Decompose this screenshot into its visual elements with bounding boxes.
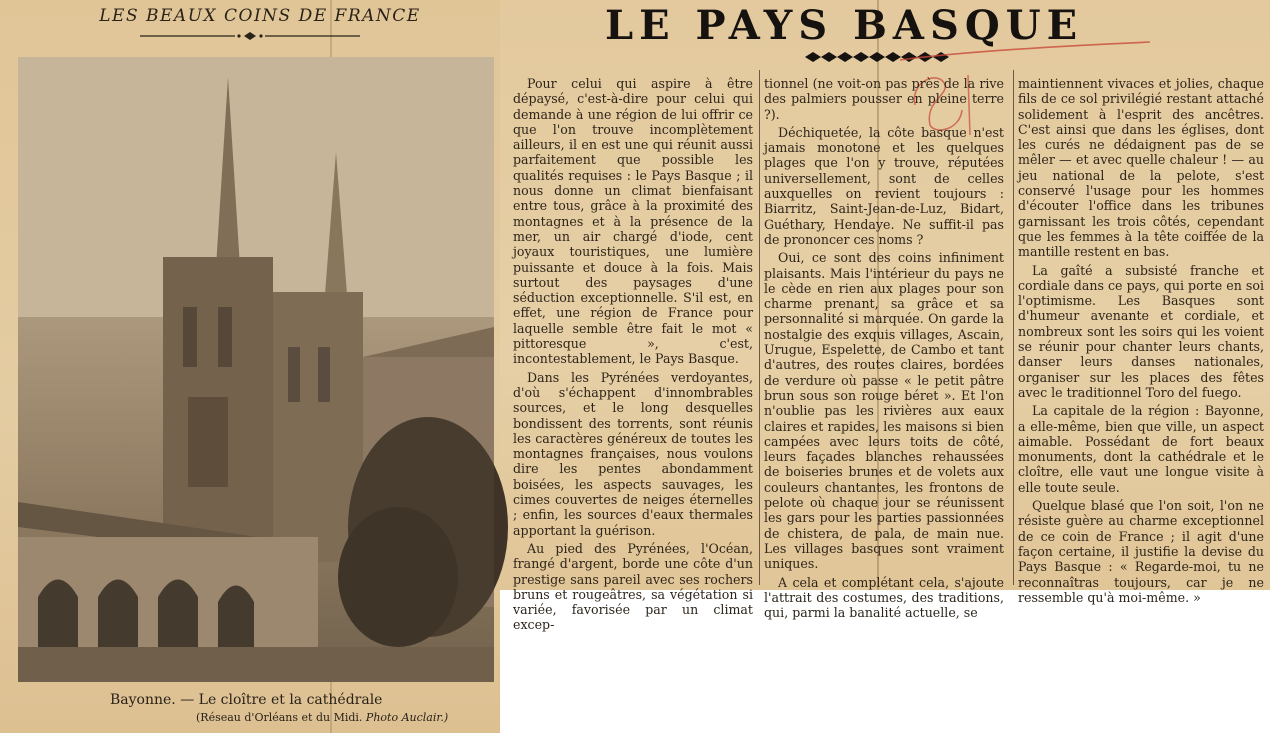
photo-credit (196, 711, 448, 724)
article-title: LE PAYS BASQUE (605, 2, 1084, 49)
photo-credit-photographer: Photo Auclair.) (365, 711, 449, 724)
paragraph: Déchiquetée, la côte basque n'est jamais monotone et les quelques plages que l'on y trouve, réputées universellement, sont de celles auxquelles on revient toujours : Biarritz, Saint-Jean-de-Luz, Bidart, Guéthary, Hendaye. Ne suffit-il pas de prononcer ces noms ? (764, 124, 1004, 247)
column-rule (759, 70, 760, 585)
paragraph: tionnel (ne voit-on pas près de la rive des palmiers pousser en pleine terre ?). (764, 76, 1004, 122)
column-3-clip (1018, 76, 1266, 605)
column-1-clip (513, 76, 753, 633)
paragraph: Quelque blasé que l'on soit, l'on ne résiste guère au charme exceptionnel de ce coin de France ; il agit d'une façon certaine, il justifie la devise du Pays Basque : « Regarde-moi, tu ne reconnaîtras toujours, car je ne ressemble qu'à moi-même. » (1018, 498, 1264, 605)
paragraph: La capitale de la région : Bayonne, a elle-même, bien que ville, un aspect aimable. Possédant de fort beaux monuments, dont la cathédrale et le cloître, elle vaut une longue visite à elle toute seule. (1018, 403, 1264, 495)
cathedral-photo (18, 57, 494, 682)
photo-caption: Bayonne. — Le cloître et la cathédrale (110, 692, 383, 708)
column-rule (1013, 70, 1014, 585)
paragraph: maintiennent vivaces et jolies, chaque fils de ce sol privilégié restant attaché solidement à l'esprit des ancêtres. C'est ainsi que dans les églises, dont les curés ne dédaignent pas de se mêler — et avec quelle chaleur ! — au jeu national de la pelote, s'est conservé l'usage pour les hommes d'écouter l'office dans les tribunes garnissant les trois côtés, cependant que les femmes à la tête coiffée de la mantille restent en bas. (1018, 76, 1264, 260)
photo-credit-source: (Réseau d'Orléans et du Midi. (196, 711, 363, 724)
article-column-1 (513, 76, 753, 636)
paragraph: Dans les Pyrénées verdoyantes, d'où s'échappent d'innombrables sources, et le long desquelles bondissent des torrents, sont réunis les caractères généreux de toutes les montagnes françaises, nous voulons dire les pentes abondamment boisées, les aspects sauvages, les cimes couvertes de neiges éternelles ; enfin, les sources d'eaux thermales apportant la guérison. (513, 369, 753, 538)
header-ornament (140, 32, 360, 40)
paragraph: Au pied des Pyrénées, l'Océan, frangé d'argent, borde une côte d'un prestige sans pareil avec ses rochers bruns et rougeâtres, sa végétation si variée, favorisée par un climat excep- (513, 540, 753, 633)
paragraph: Pour celui qui aspire à être dépaysé, c'est-à-dire pour celui qui demande à une région de lui offrir ce que l'on trouve incomplètement ailleurs, il en est une qui réunit aussi parfaitement que possible les qualités requises : le Pays Basque ; il nous donne un climat bienfaisant entre tous, grâce à la proximité des montagnes et à la présence de la mer, un air chargé d'iode, cent joyaux touristiques, une lumière puissante et douce à la fois. Mais surtout des paysages d'une séduction exceptionnelle. S'il est, en effet, une région de France pour laquelle semble être fait le mot « pittoresque », c'est, incontestablement, le Pays Basque. (513, 76, 753, 367)
paragraph: Oui, ce sont des coins infiniment plaisants. Mais l'intérieur du pays ne le cède en rien aux plages pour son charme prenant, sa grâce et sa personnalité si marquée. On garde la nostalgie des exquis villages, Ascain, Urugue, Espelette, de Cambo et tant d'autres, des routes claires, bordées de verdure où passe « le petit pâtre brun sous son rouge béret ». Et l'on n'oublie pas les rivières aux eaux claires et rapides, les maisons si bien campées avec leurs toits de côté, leurs façades blanches rehaussées de boiseries brunes et de volets aux couleurs chantantes, les frontons de pelote où chaque jour se réunissent les gars pour les parties passionnées de chistera, de pala, de main nue. Les villages basques sont vraiment uniques. (764, 250, 1004, 572)
article-column-3 (1018, 76, 1264, 608)
paragraph: A cela et complétant cela, s'ajoute l'attrait des costumes, des traditions, qui, parmi la banalité actuelle, se (764, 574, 1004, 621)
section-header: LES BEAUX COINS DE FRANCE (99, 6, 421, 26)
article-column-2 (764, 76, 1004, 623)
column-2-clip (764, 76, 1006, 621)
paragraph: La gaîté a subsisté franche et cordiale dans ce pays, qui porte en soi l'optimisme. Les Basques sont d'humeur avenante et cordiale, et nombreux sont les soirs qui les voient se réunir pour chanter leurs chants, danser leurs danses nationales, organiser sur les places des fêtes avec le traditionnel Toro del fuego. (1018, 262, 1264, 400)
